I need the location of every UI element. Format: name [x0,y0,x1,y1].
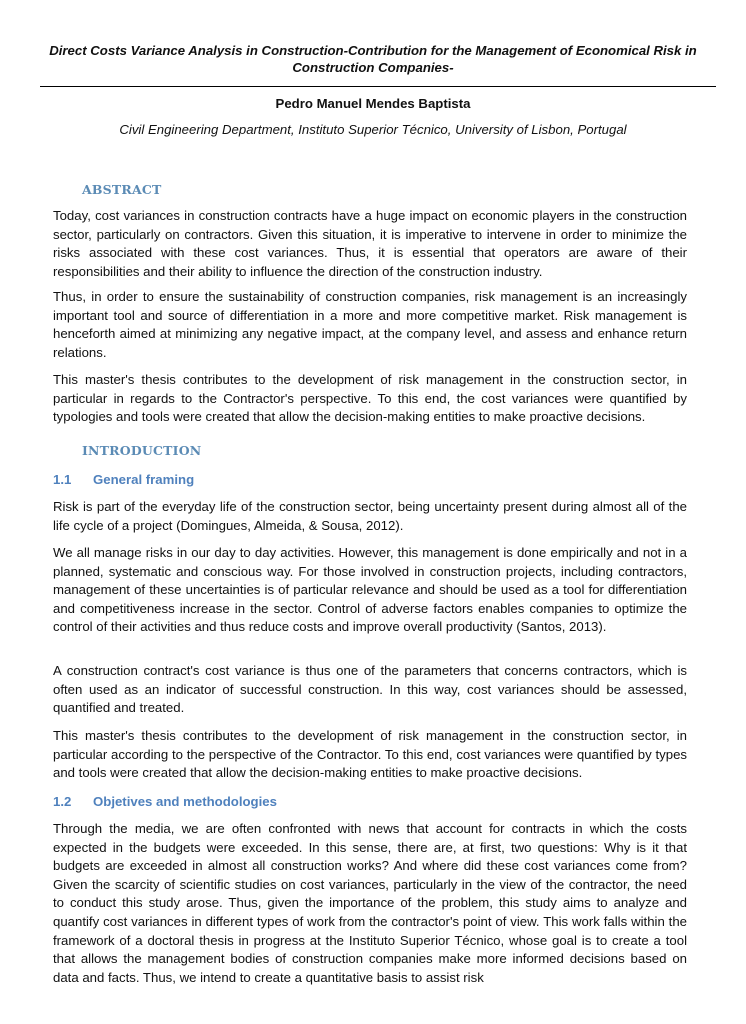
body-paragraph: This master's thesis contributes to the development of risk management in the construction sector, in particular according to the perspective of the Contractor. To this end, cost variances were quantified by types and tools were created that allow the decision-making entities to make proactive decisions. [53,728,687,781]
abstract-paragraph: Thus, in order to ensure the sustainability of construction companies, risk management is an increasingly important tool and source of differentiation in a more and more competitive market. Risk management is henceforth aimed at minimizing any negative impact, at the company level, and assess and enhance return relations. [53,289,687,360]
subsection-number: 1.2 [53,794,72,809]
header-divider [40,86,716,87]
subsection-heading-general-framing [53,472,194,487]
author-name: Pedro Manuel Mendes Baptista [275,96,471,111]
author-affiliation: Civil Engineering Department, Instituto Superior Técnico, University of Lisbon, Portugal [119,122,627,137]
subsection-number: 1.1 [53,472,72,487]
body-paragraph: A construction contract's cost variance is thus one of the parameters that concerns contractors, which is often used as an indicator of successful construction. In this way, cost variances should be assessed, quantified and treated. [53,663,687,716]
subsection-title: General framing [93,472,195,487]
subsection-heading-objectives [53,794,277,809]
body-paragraph: Risk is part of the everyday life of the construction sector, being uncertainty present during almost all of the life cycle of a project (Domingues, Almeida, & Sousa, 2012). [53,499,687,533]
subsection-title: Objetives and methodologies [93,794,277,809]
body-paragraph: We all manage risks in our day to day activities. However, this management is done empirically and not in a planned, systematic and conscious way. For those involved in construction projects, including contractors, management of these uncertainties is of particular relevance and should be used as a tool for differentiation and competitiveness increase in the sector. Control of adverse factors enables companies to optimize the control of their activities and thus reduce costs and improve overall productivity (Santos, 2013). [53,545,687,635]
abstract-paragraph: This master's thesis contributes to the development of risk management in the construction sector, in particular in regards to the Contractor's perspective. To this end, the cost variances were quantified by typologies and tools were created that allow the decision-making entities to make proactive decisions. [53,372,687,425]
abstract-paragraph: Today, cost variances in construction contracts have a huge impact on economic players in the construction sector, particularly on contractors. Given this situation, it is imperative to intervene in order to minimize the risks associated with these cost variances. Thus, it is essential that operators are aware of their responsibilities and their ability to influence the direction of the construction industry. [53,208,687,279]
paper-title: Direct Costs Variance Analysis in Construction-Contribution for the Management of Economical Risk in Construction Companies- [49,43,697,75]
introduction-heading: INTRODUCTION [82,443,202,458]
body-paragraph: Through the media, we are often confronted with news that account for contracts in which the costs expected in the budgets were exceeded. In this sense, there are, at first, two questions: Why is it that budgets are exceeded in almost all construction works? And where did these cost variances come from? Given the scarcity of scientific studies on cost variances, particularly in the view of the contractor, the need to conduct this study arose. Thus, given the importance of the problem, this study aims to analyze and quantify cost variances in different types of work from the contractor's point of view. This work falls within the framework of a doctoral thesis in progress at the Instituto Superior Técnico, whose goal is to create a tool that allows the management bodies of construction companies make more informed decisions based on data and facts. Thus, we intend to create a quantitative basis to assist risk [53,821,687,985]
abstract-heading: ABSTRACT [82,182,162,197]
